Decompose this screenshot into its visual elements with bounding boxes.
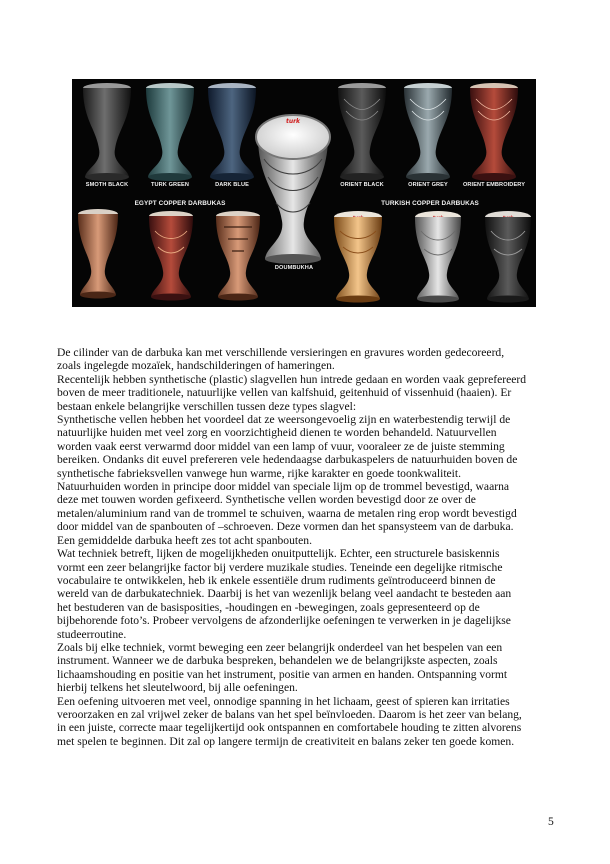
darbuka-product-photo [72, 79, 536, 307]
text-line: Recentelijk hebben synthetische (plastic) slagvellen hun intrede gedaan en worden vaak geprefereerd [57, 372, 527, 386]
drum-orient-embroidery [470, 83, 518, 181]
drum-turkish-copper-2 [415, 211, 461, 303]
text-line: instrument. Wanneer we de darbuka bespreken, behandelen we de belangrijkste aspecten, zoals [57, 654, 498, 668]
text-line: Een gemiddelde darbuka heeft zes tot acht spanbouten. [57, 533, 312, 547]
drum-orient-grey [404, 83, 452, 181]
page-number: 5 [548, 815, 554, 828]
text-line: vormt een zeer belangrijke factor bij verdere muzikale studies. Teneinde een degelijke ritmische [57, 560, 503, 574]
text-line: hierbij telkens het sleutelwoord, bij alle oefeningen. [57, 681, 298, 695]
text-line: Een oefening uitvoeren met veel, onnodige spanning in het lichaam, geest of spieren kan irritaties [57, 694, 510, 708]
text-line: wereld van de darbukatechniek. Daarbij is het van wezenlijk belang veel aandacht te besteden aan [57, 587, 512, 601]
text-line: studeerroutine. [57, 627, 127, 641]
drum-turk-green [146, 83, 194, 181]
body-text [57, 346, 555, 748]
text-line: deze met touwen worden gefixeerd. Synthetische vellen worden bevestigd door ze over de [57, 493, 476, 507]
drum-turkish-copper-3 [485, 211, 531, 303]
caption-orient-black: ORIENT BLACK [340, 182, 384, 188]
caption-dark-blue: DARK BLUE [215, 182, 249, 188]
text-line: bestaan enkele belangrijke verschillen tussen deze types slagvel: [57, 399, 357, 413]
text-line: in een juiste, correcte maar tegelijkertijd ook ontspannen en comfortabele houding te zitten alvorens [57, 721, 522, 735]
text-line: Zoals bij elke techniek, vormt beweging een zeer belangrijk onderdeel van het bespelen van een [57, 640, 503, 654]
text-line: boven de meer traditionele, natuurlijke vellen van kalfshuid, geitenhuid of vissenhuid (haaien). Er [57, 386, 512, 400]
text-line: door middel van de spanbouten of –schroeven. Deze vormen dan het spansysteem van de darbuka. [57, 520, 514, 534]
caption-egypt-copper: EGYPT COPPER DARBUKAS [134, 200, 226, 207]
text-line: worden vaak eerst verwarmd door middel van een lamp of vuur, vooraleer ze de juiste stemming [57, 439, 505, 453]
text-line: lichaamshouding en positie van het instrument, positie van armen en handen. Ontspanning vormt [57, 667, 508, 681]
drum-doumbukha [256, 115, 330, 264]
text-line: veroorzaken en zal vrijwel zeker de balans van het spel beïnvloeden. Daarom is het zeer van belang, [57, 707, 522, 721]
caption-smooth-black: SMOTH BLACK [85, 182, 129, 188]
text-line: zoals ingelegde mozaïek, handschilderingen of hameringen. [57, 359, 335, 373]
text-line: metalen/aluminium rand van de trommel te schuiven, waarna de metalen ring erop wordt bevestigd [57, 506, 517, 520]
caption-turkish-copper: TURKISH COPPER DARBUKAS [381, 200, 479, 207]
text-line: Wat techniek betreft, lijken de mogelijkheden onuitputtelijk. Echter, een structurele basiskennis [57, 547, 500, 561]
text-line: natuurlijke huiden met veel zorg en voorzichtigheid dienen te worden behandeld. Natuurvellen [57, 426, 497, 440]
text-line: met spelen te beginnen. Dit zal op langere termijn de creativiteit en balans zeker ten goede komen. [57, 734, 515, 748]
drum-egypt-copper-3 [216, 211, 260, 301]
drum-turkish-copper-1 [334, 211, 382, 303]
text-line: Synthetische vellen hebben het voordeel dat ze weersongevoelig zijn en waterbestendig terwijl de [57, 413, 511, 427]
text-line: vocabulaire te ontwikkelen, heb ik enkele essentiële drum rudiments geïntroduceerd binnen de [57, 573, 496, 587]
darbuka-illustration [72, 79, 536, 307]
caption-orient-grey: ORIENT GREY [408, 182, 448, 188]
text-line: het bestuderen van de basisposities, -houdingen en -bewegingen, zoals gepresenteerd op de [57, 600, 480, 614]
drum-egypt-copper-2 [149, 211, 193, 301]
drum-orient-black [338, 83, 386, 181]
caption-turk-green: TURK GREEN [151, 182, 189, 188]
drum-dark-blue [208, 83, 256, 181]
caption-orient-embroidery: ORIENT EMBROIDERY [462, 182, 526, 188]
text-line: Natuurhuiden worden in principe door middel van speciale lijm op de trommel bevestigd, waarna [57, 480, 510, 494]
text-line: synthetische fabrieksvellen vanwege hun warme, rijke karakter en goede toonkwaliteit. [57, 466, 462, 480]
svg-text:turk: turk [285, 118, 301, 125]
caption-doumbukha: DOUMBUKHA [274, 265, 314, 271]
text-line: bijbehorende foto’s. Probeer vervolgens de afzonderlijke oefeningen te verwerken in je dagelijkse [57, 614, 511, 628]
drum-smooth-black [83, 83, 131, 181]
text-line: De cilinder van de darbuka kan met verschillende versieringen en gravures worden gedecoreerd, [57, 346, 505, 359]
drum-egypt-copper-1 [78, 209, 118, 299]
text-line: bereiken. Ondanks dit euvel prefereren vele hedendaagse darbukaspelers de natuurhuiden boven de [57, 453, 518, 467]
